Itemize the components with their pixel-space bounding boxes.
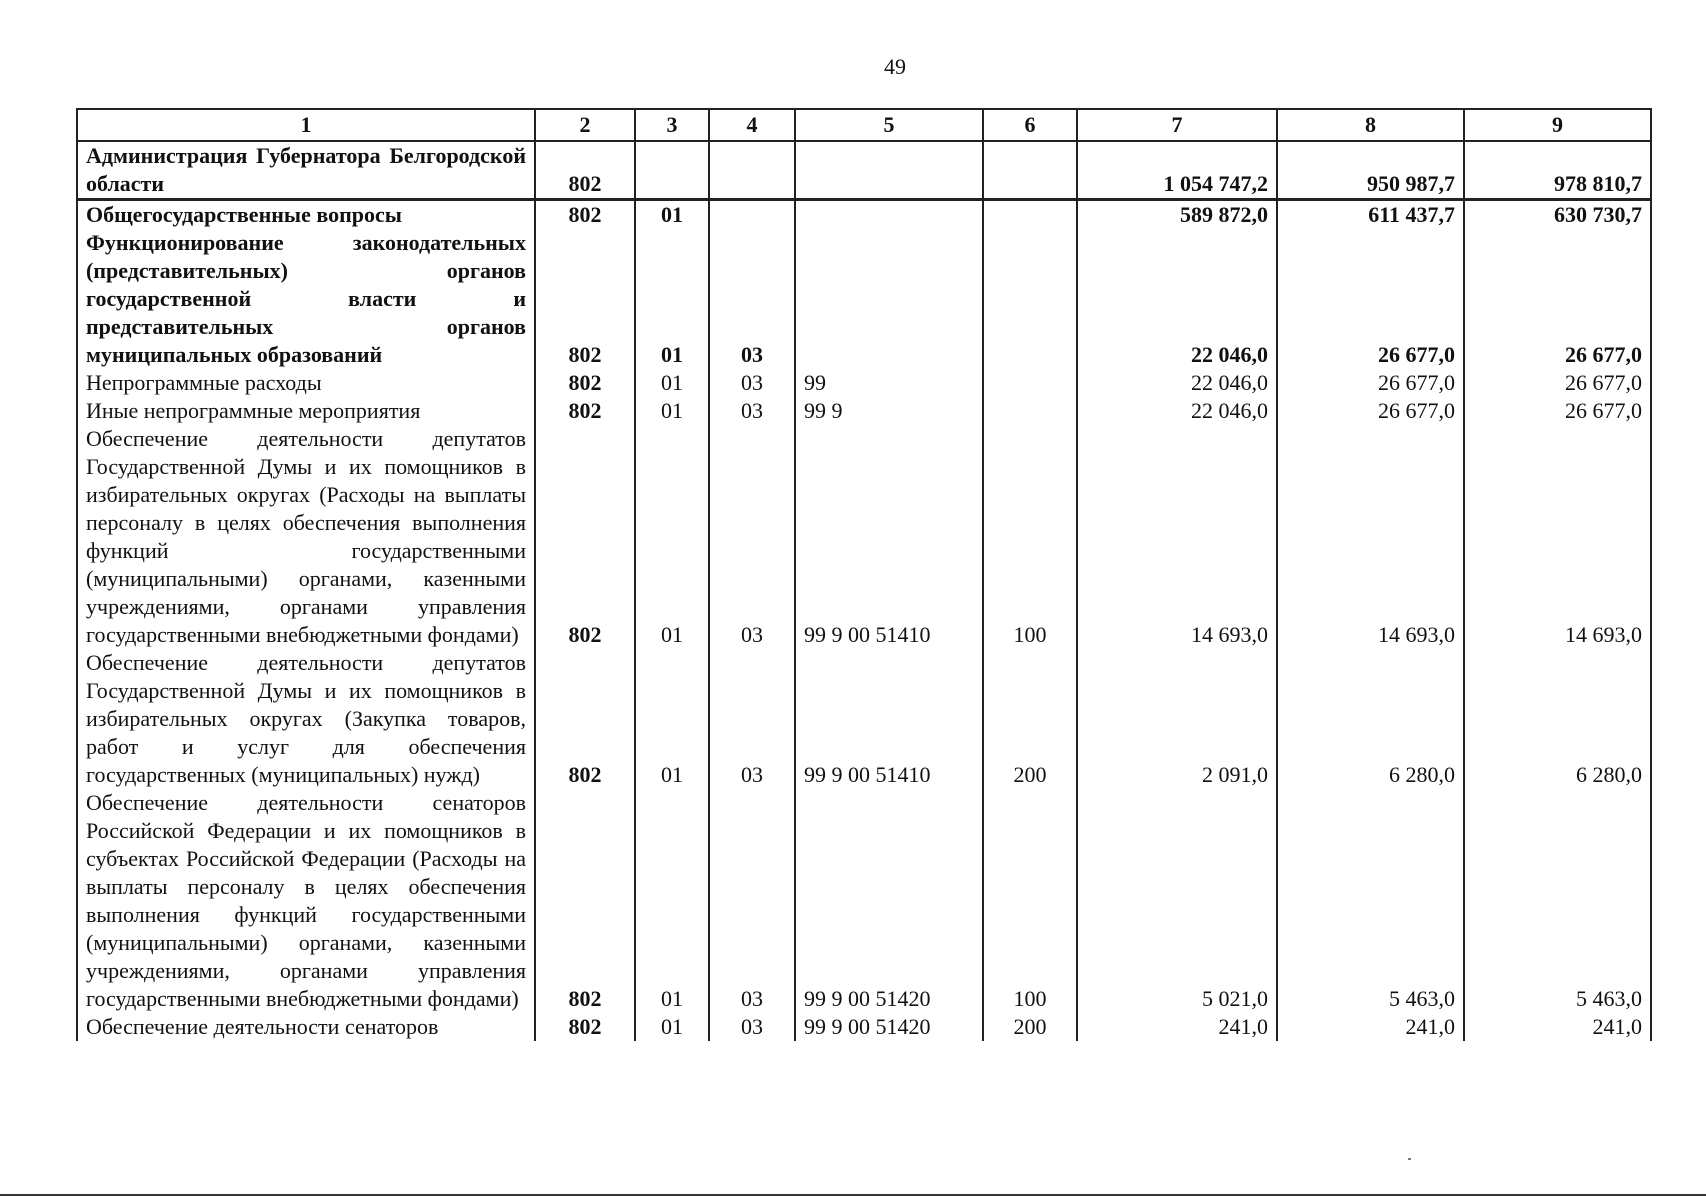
cell-target-article: 99 9 00 51410 (795, 425, 983, 649)
cell-target-article: 99 9 (795, 397, 983, 425)
cell-expense-type (983, 397, 1077, 425)
cell-amount-col9: 5 463,0 (1464, 789, 1651, 1013)
cell-amount-col7: 2 091,0 (1077, 649, 1277, 789)
cell-amount-col8: 611 437,7 (1277, 200, 1464, 230)
cell-section: 01 (635, 200, 709, 230)
cell-section: 01 (635, 649, 709, 789)
cell-section: 01 (635, 789, 709, 1013)
cell-ministry-code: 802 (535, 1013, 635, 1041)
cell-expense-type (983, 200, 1077, 230)
table-row (77, 1013, 1651, 1041)
cell-target-article (795, 141, 983, 200)
cell-ministry-code: 802 (535, 141, 635, 200)
cell-subsection: 03 (709, 229, 795, 369)
column-header-1: 1 (77, 109, 535, 141)
column-header-6: 6 (983, 109, 1077, 141)
row-name: Обеспечение деятельности сенаторов Российской Федерации и их помощников в субъектах Российской Федерации (Расходы на выплаты персоналу в целях обеспечения выполнения функций государственными (муниципальными) органами, казенными учреждениями, органами управления государственными внебюджетными фондами) (77, 789, 535, 1013)
cell-subsection (709, 200, 795, 230)
cell-expense-type (983, 141, 1077, 200)
row-name: Общегосударственные вопросы (77, 200, 535, 230)
cell-section: 01 (635, 369, 709, 397)
cell-ministry-code: 802 (535, 200, 635, 230)
column-header-7: 7 (1077, 109, 1277, 141)
cell-amount-col9: 14 693,0 (1464, 425, 1651, 649)
cell-section: 01 (635, 229, 709, 369)
cell-section (635, 141, 709, 200)
cell-amount-col7: 14 693,0 (1077, 425, 1277, 649)
cell-ministry-code: 802 (535, 229, 635, 369)
row-name: Обеспечение деятельности сенаторов (77, 1013, 535, 1041)
cell-expense-type: 100 (983, 425, 1077, 649)
cell-ministry-code: 802 (535, 649, 635, 789)
cell-ministry-code: 802 (535, 397, 635, 425)
cell-subsection: 03 (709, 425, 795, 649)
cell-expense-type (983, 229, 1077, 369)
cell-section: 01 (635, 1013, 709, 1041)
column-header-8: 8 (1277, 109, 1464, 141)
cell-subsection: 03 (709, 369, 795, 397)
cell-amount-col7: 241,0 (1077, 1013, 1277, 1041)
row-name: Администрация Губернатора Белгородской области (77, 141, 535, 200)
cell-amount-col9: 978 810,7 (1464, 141, 1651, 200)
cell-amount-col7: 22 046,0 (1077, 397, 1277, 425)
cell-amount-col8: 241,0 (1277, 1013, 1464, 1041)
column-header-2: 2 (535, 109, 635, 141)
column-header-5: 5 (795, 109, 983, 141)
cell-amount-col8: 6 280,0 (1277, 649, 1464, 789)
cell-section: 01 (635, 425, 709, 649)
table-row (77, 789, 1651, 1013)
cell-target-article: 99 9 00 51420 (795, 789, 983, 1013)
table-row (77, 425, 1651, 649)
cell-subsection: 03 (709, 397, 795, 425)
table-row (77, 649, 1651, 789)
row-name: Обеспечение деятельности депутатов Государственной Думы и их помощников в избирательных округах (Расходы на выплаты персоналу в целях обеспечения выполнения функций государственными (муниципальными) органами, казенными учреждениями, органами управления государственными внебюджетными фондами) (77, 425, 535, 649)
column-header-4: 4 (709, 109, 795, 141)
cell-amount-col7: 22 046,0 (1077, 369, 1277, 397)
row-name: Иные непрограммные мероприятия (77, 397, 535, 425)
cell-amount-col8: 26 677,0 (1277, 397, 1464, 425)
cell-amount-col8: 5 463,0 (1277, 789, 1464, 1013)
cell-subsection: 03 (709, 789, 795, 1013)
cell-amount-col7: 589 872,0 (1077, 200, 1277, 230)
cell-expense-type (983, 369, 1077, 397)
row-name: Обеспечение деятельности депутатов Государственной Думы и их помощников в избирательных округах (Закупка товаров, работ и услуг для обеспечения государственных (муниципальных) нужд) (77, 649, 535, 789)
cell-amount-col9: 241,0 (1464, 1013, 1651, 1041)
cell-target-article (795, 200, 983, 230)
cell-ministry-code: 802 (535, 789, 635, 1013)
column-header-9: 9 (1464, 109, 1651, 141)
column-header-3: 3 (635, 109, 709, 141)
page-number: 49 (884, 54, 906, 79)
cell-expense-type: 100 (983, 789, 1077, 1013)
cell-amount-col7: 5 021,0 (1077, 789, 1277, 1013)
table-row (77, 369, 1651, 397)
table-row (77, 229, 1651, 369)
cell-expense-type: 200 (983, 649, 1077, 789)
cell-amount-col9: 26 677,0 (1464, 369, 1651, 397)
cell-amount-col8: 26 677,0 (1277, 369, 1464, 397)
cell-ministry-code: 802 (535, 369, 635, 397)
scan-artifact (1408, 1158, 1411, 1160)
cell-amount-col7: 1 054 747,2 (1077, 141, 1277, 200)
cell-amount-col8: 26 677,0 (1277, 229, 1464, 369)
cell-amount-col9: 630 730,7 (1464, 200, 1651, 230)
cell-amount-col9: 6 280,0 (1464, 649, 1651, 789)
cell-target-article: 99 (795, 369, 983, 397)
cell-amount-col8: 14 693,0 (1277, 425, 1464, 649)
column-number-row (77, 109, 1651, 141)
cell-amount-col7: 22 046,0 (1077, 229, 1277, 369)
cell-ministry-code: 802 (535, 425, 635, 649)
budget-table (76, 108, 1652, 1041)
cell-amount-col9: 26 677,0 (1464, 229, 1651, 369)
table-row (77, 397, 1651, 425)
table-row (77, 200, 1651, 230)
cell-amount-col8: 950 987,7 (1277, 141, 1464, 200)
row-name: Функционирование законодательных (представительных) органов государственной власти и представительных органов муниципальных образований (77, 229, 535, 369)
cell-subsection: 03 (709, 649, 795, 789)
cell-subsection: 03 (709, 1013, 795, 1041)
cell-section: 01 (635, 397, 709, 425)
table-row (77, 141, 1651, 200)
cell-amount-col9: 26 677,0 (1464, 397, 1651, 425)
cell-target-article: 99 9 00 51410 (795, 649, 983, 789)
cell-target-article (795, 229, 983, 369)
cell-target-article: 99 9 00 51420 (795, 1013, 983, 1041)
page-bottom-rule (0, 1194, 1706, 1196)
cell-subsection (709, 141, 795, 200)
row-name: Непрограммные расходы (77, 369, 535, 397)
cell-expense-type: 200 (983, 1013, 1077, 1041)
